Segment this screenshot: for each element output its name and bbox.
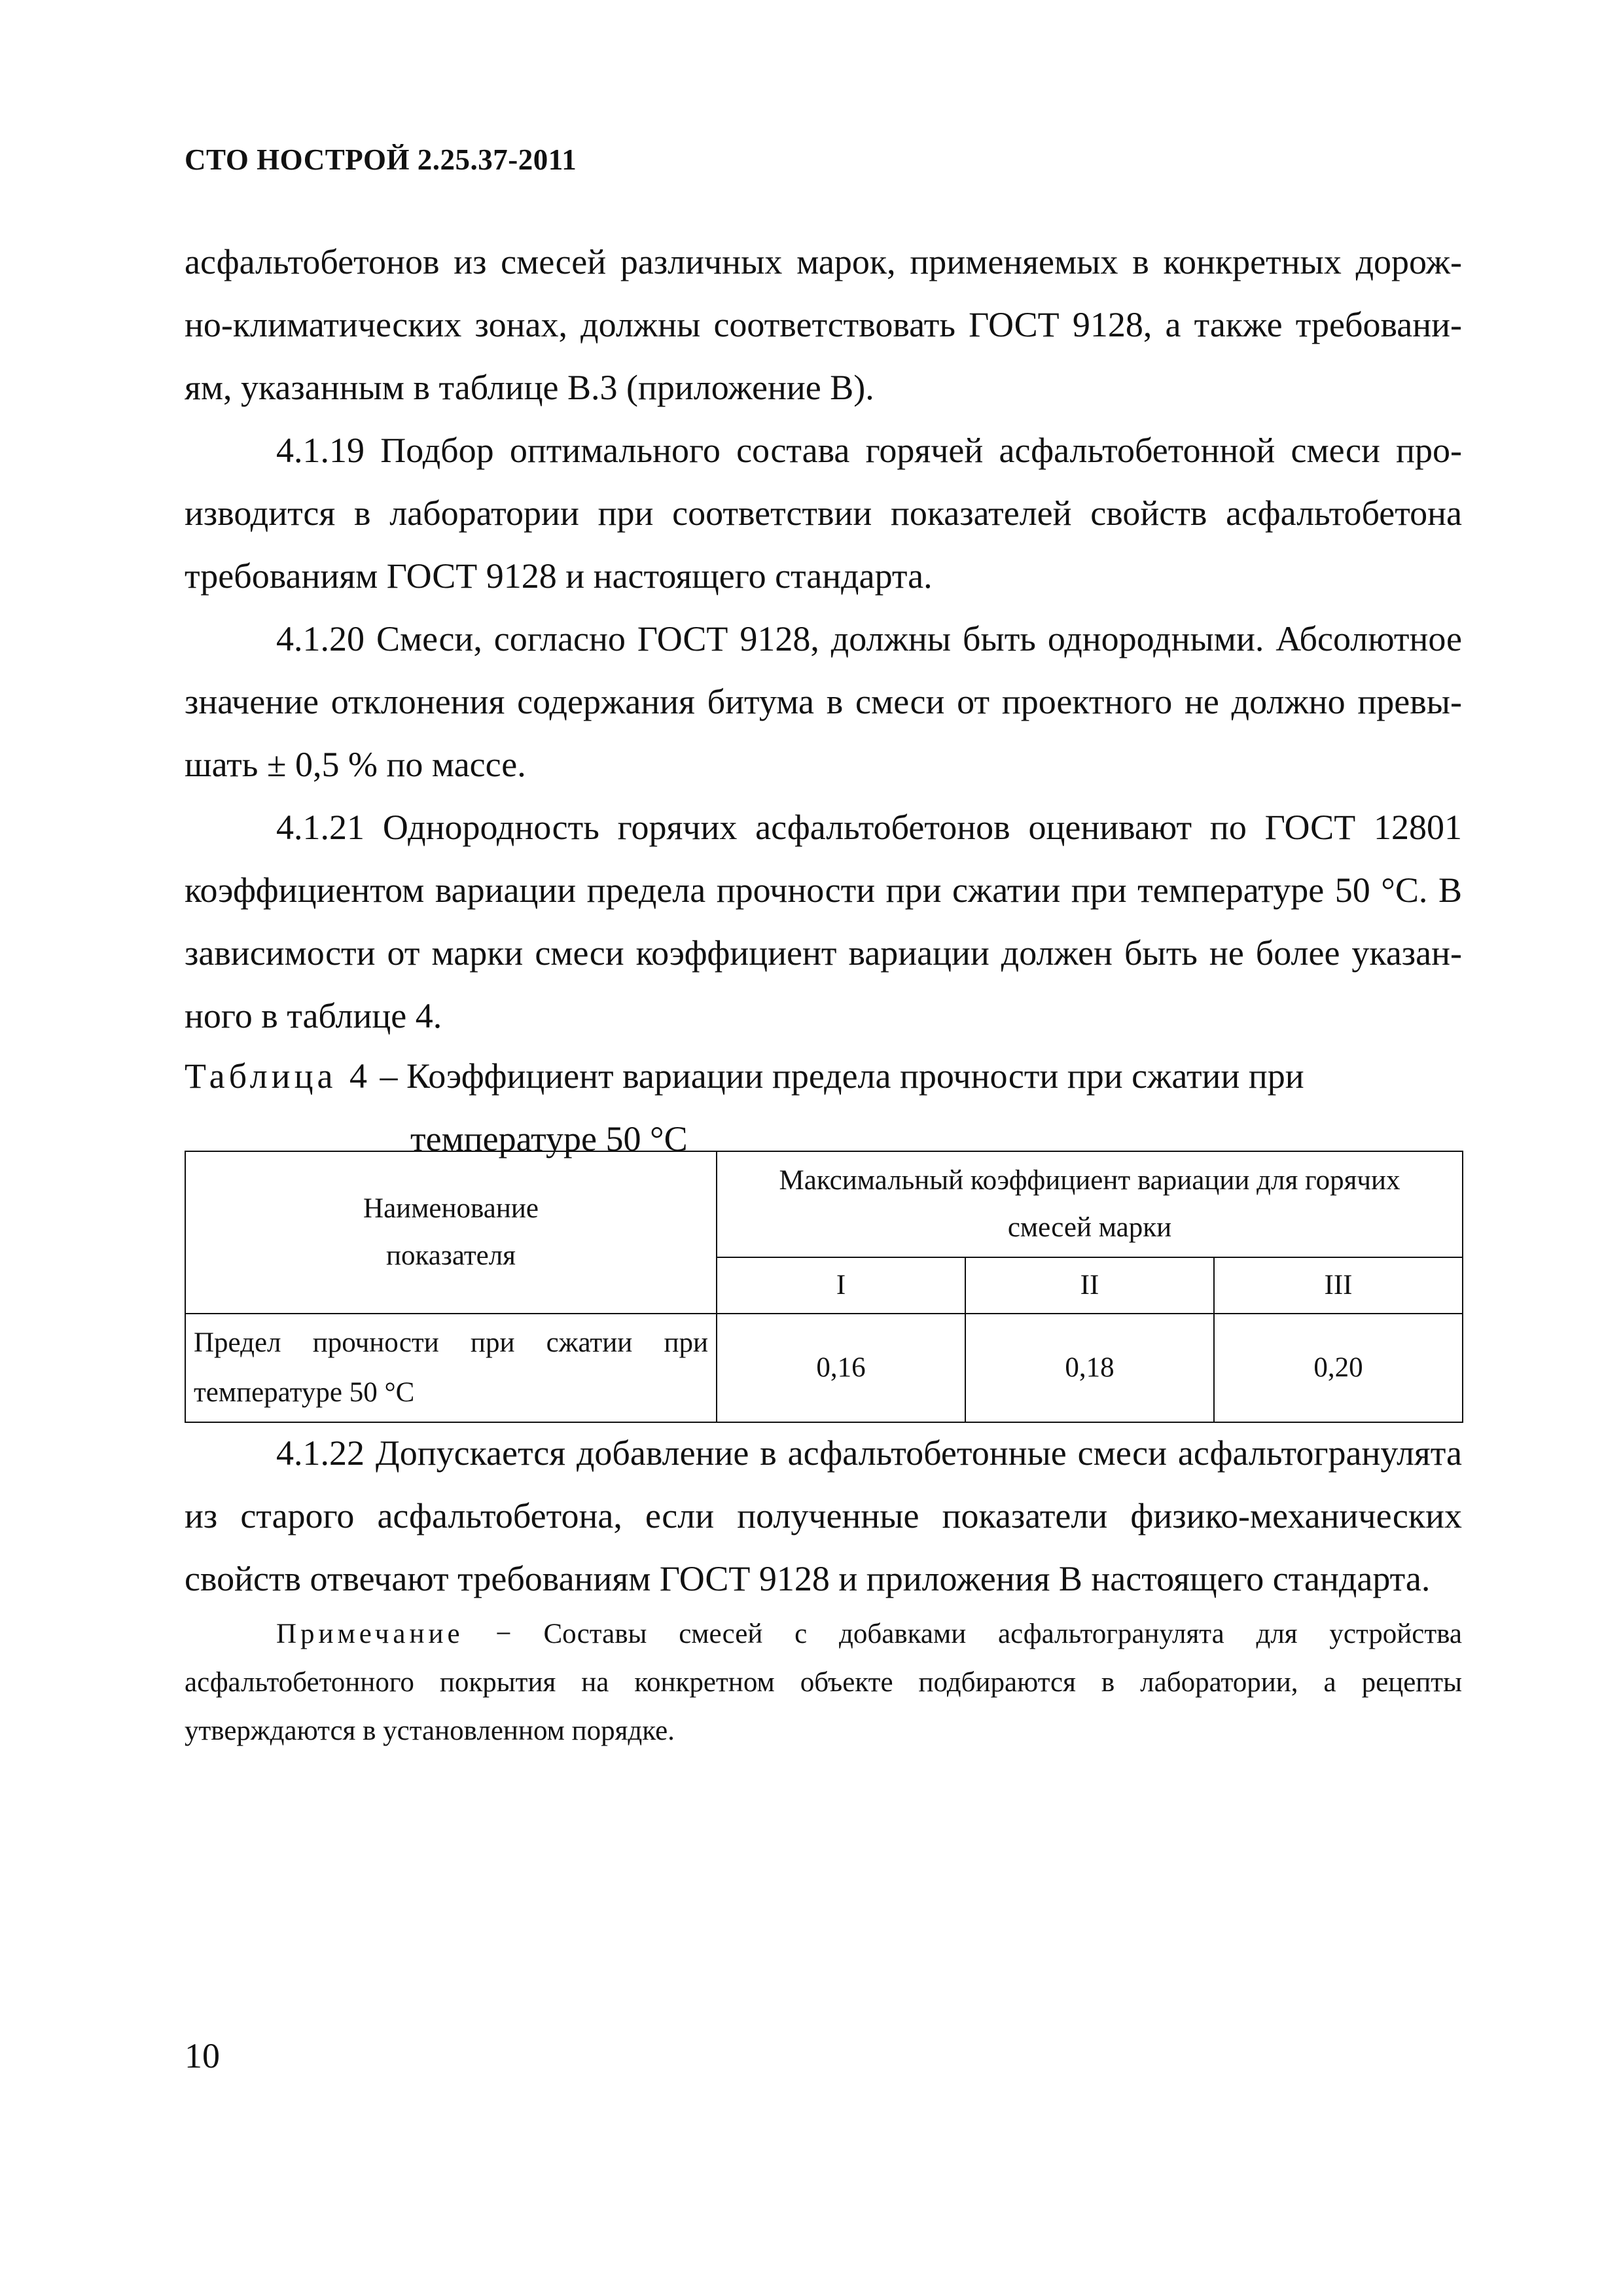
paragraph-4-1-22: 4.1.22 Допускается добавление в асфальтобетонные смеси асфальтогранулята из старого асфальтобетона, если полученные показатели физико-механических свойств отвечают требованиям ГОСТ 9128 и приложения В настоящего стандарта.: [185, 1433, 1462, 1598]
header-indicator-name: Наименование показателя: [185, 1151, 717, 1314]
header-max-coefficient: Максимальный коэффициент вариации для горячих смесей марки: [717, 1151, 1463, 1257]
note-text: − Составы смесей с добавками асфальтогранулята для устройства асфальтобетонного покрытия на конкретном объекте подбираются в лаборатории, а рецепты утверждаются в установленном порядке.: [185, 1619, 1462, 1746]
value-grade-3: 0,20: [1214, 1314, 1463, 1422]
header-grade-3: III: [1214, 1257, 1463, 1314]
note-label: Примечание: [276, 1619, 464, 1649]
paragraph-4-1-20: 4.1.20 Смеси, согласно ГОСТ 9128, должны быть однородными. Абсолютное значение отклонения содержания битума в смеси от проектного не должно превы-шать ± 0,5 % по массе.: [185, 619, 1462, 784]
paragraph-4-1-19: 4.1.19 Подбор оптимального состава горячей асфальтобетонной смеси про-изводится в лаборатории при соответствии показателей свойств асфальтобетона требованиям ГОСТ 9128 и настоящего стандарта.: [185, 431, 1462, 596]
header-grade-2: II: [965, 1257, 1214, 1314]
header-grade-1: I: [717, 1257, 965, 1314]
page-number: 10: [185, 2036, 220, 2075]
paragraph-continuation: асфальтобетонов из смесей различных марок, применяемых в конкретных дорож-но-климатических зонах, должны соответствовать ГОСТ 9128, а также требовани-ям, указанным в таблице В.3 (приложение В).: [185, 242, 1462, 407]
note: [185, 1610, 1462, 1755]
document-header: СТО НОСТРОЙ 2.25.37-2011: [185, 143, 577, 176]
variation-coefficient-table: [185, 1151, 1463, 1423]
table-caption-label: Таблица 4: [185, 1056, 371, 1096]
row-label-compressive-strength: Предел прочности при сжатии при температуре 50 °С: [185, 1314, 717, 1422]
table-caption-line2: температуре 50 °С: [410, 1119, 688, 1158]
table-caption-line1: – Коэффициент вариации предела прочности при сжатии при: [370, 1056, 1304, 1096]
paragraph-4-1-21: 4.1.21 Однородность горячих асфальтобетонов оценивают по ГОСТ 12801 коэффициентом вариации предела прочности при сжатии при температуре 50 °С. В зависимости от марки смеси коэффициент вариации должен быть не более указан-ного в таблице 4.: [185, 808, 1462, 1035]
value-grade-2: 0,18: [965, 1314, 1214, 1422]
value-grade-1: 0,16: [717, 1314, 965, 1422]
